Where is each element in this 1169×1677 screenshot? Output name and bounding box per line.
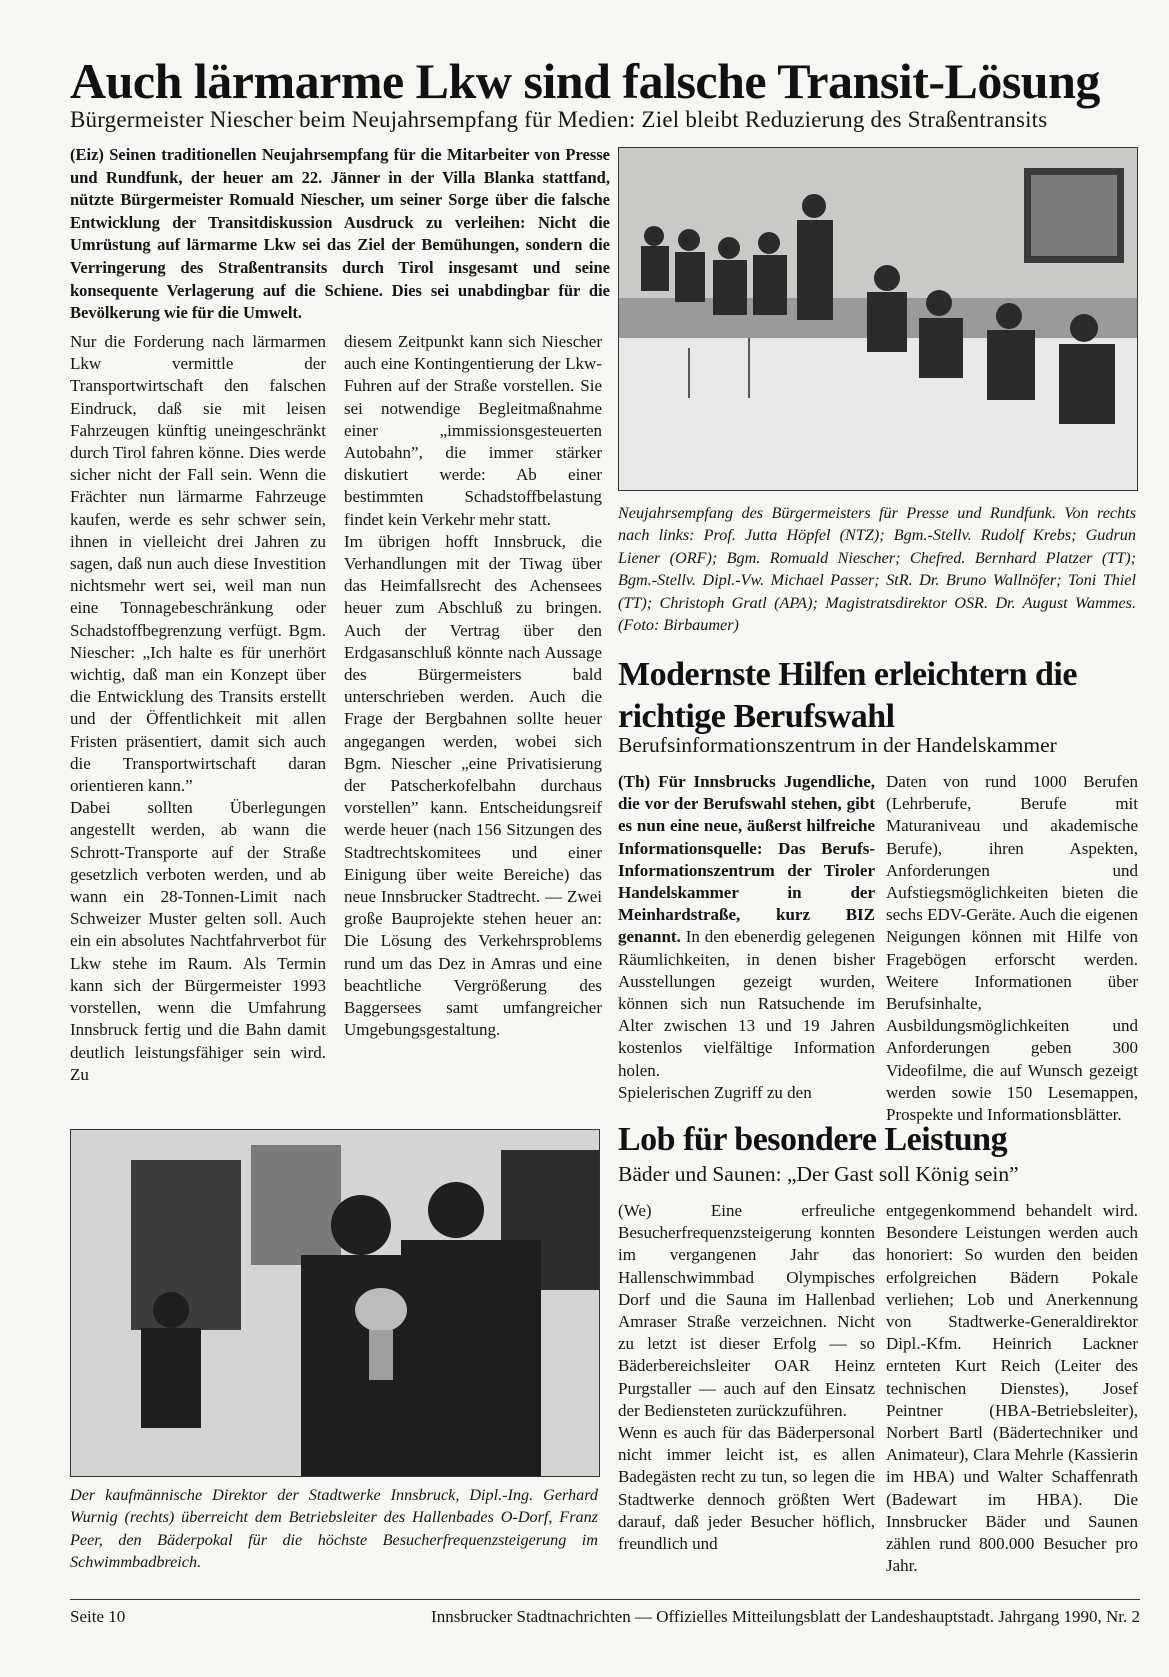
paragraph: Wenn es auch für das Bäderpersonal nicht immer leicht ist, es allen Badegästen recht zu tun, so legen die Stadtwerke dennoch größten Wert darauf, daß jeder Besucher höflich, freundlich und <box>618 1423 875 1554</box>
paragraph: Daten von rund 1000 Berufen (Lehrberufe, Berufe mit Maturaniveau und akademische Berufe), ihren Aspekten, Anforderungen und Aufstiegsmöglichkeiten bieten die sechs EDV-Geräte. Auch die eigenen Neigungen können mit Hilfe von Fragebögen erforscht werden. Weitere Informationen über Berufsinhalte, Ausbildungsmöglichkeiten und Anforderungen geben 300 Videofilme, die auf Wunsch gezeigt werden sowie 150 Lesemappen, Prospekte und Informationsblätter. <box>886 772 1138 1125</box>
article-column-3 <box>618 771 875 1104</box>
paragraph: Spielerischen Zugriff zu den <box>618 1082 812 1102</box>
photo-caption: Der kaufmännische Direktor der Stadtwerke Innsbruck, Dipl.-Ing. Gerhard Wurnig (rechts) überreicht dem Betriebsleiter des Hallenbades O-Dorf, Franz Peer, den Bäderpokal für die höchste Besucherfrequenzsteigerung im Schwimmbadbreich. <box>70 1486 598 1572</box>
article-lead: (Th) Für Innsbrucks Jugendliche, die vor der Berufswahl stehen, gibt es nun eine neue, äußerst hilfreiche Informationsquelle: Das Berufs-Informationszentrum der Tiroler Handelskammer in der Meinhardstraße, kurz BIZ genannt. <box>618 772 875 947</box>
footer-masthead: Innsbrucker Stadtnachrichten — Offizielles Mitteilungsblatt der Landeshauptstadt. Jahrgang 1990, Nr. 2 <box>431 1607 1140 1626</box>
article-column-2 <box>344 331 602 1042</box>
article-column-5 <box>618 1200 875 1555</box>
award-photo <box>70 1129 600 1477</box>
reception-photo-image <box>619 148 1137 490</box>
paragraph: Dabei sollten Überlegungen angestellt werden, ab wann die Schrott-Transporte auf der Straße gesetzlich verboten werden, und ab wann ein 28-Tonnen-Limit nach Schweizer Muster gelten soll. Auch ein ein absolutes Nachtfahrverbot für Lkw stehe im Raum. Als Termin kann sich der Bürgermeister 1993 vorstellen, wenn die Umfahrung Innsbruck fertig und die Bahn damit deutlich leistungsfähiger sein wird. Zu <box>70 798 326 1084</box>
paragraph: Im übrigen hofft Innsbruck, die Verhandlungen mit der Tiwag über das Heimfallsrecht des Achensees heuer zum Abschluß zu bringen. Auch der Vertrag über den Erdgasanschluß könnte nach Aussage des Bürgermeisters bald unterschrieben werden. Auch die Frage der Bergbahnen sollte heuer angegangen werden, wobei sich Bgm. Niescher „eine Privatisierung der Patscherkofelbahn durchaus vorstellen” kann. Entscheidungsreif werde heuer (nach 156 Sitzungen des Stadtrechtskomitees und einer Einigung über weite Bereiche) das neue Innsbrucker Stadtrecht. — Zwei große Bauprojekte stehen heuer an: Die Lösung des Verkehrsproblems rund um das Dez in Amras und eine beachtliche Vergrößerung des Baggersees samt umfangreicher Umgebungsgestaltung. <box>344 531 602 1040</box>
article-subtitle: Bürgermeister Niescher beim Neujahrsempfang für Medien: Ziel bleibt Reduzierung des Straßentransits <box>70 107 1048 132</box>
award-photo-image <box>71 1130 599 1476</box>
paragraph: entgegenkommend behandelt wird. Besondere Leistungen werden auch honoriert: So wurden den beiden erfolgreichen Bädern Pokale verliehen; Lob und Anerkennung von Stadtwerke-Generaldirektor Dipl.-Kfm. Heinrich Lackner ernteten Kurt Reich (Leiter des technischen Dienstes), Josef Peintner (HBA-Betriebsleiter), Norbert Bartl (Bädertechniker und Animateur), Clara Mehrle (Kassierin im HBA) und Walter Schaffenrath (Badewart im HBA). Die Innsbrucker Bäder und Saunen zählen rund 800.000 Besucher pro Jahr. <box>886 1201 1138 1576</box>
article-lead: (Eiz) Seinen traditionellen Neujahrsempfang für die Mitarbeiter von Presse und Rundfunk, der heuer am 22. Jänner in der Villa Blanka stattfand, nützte Bürgermeister Romuald Niescher, um seiner Sorge über die falsche Entwicklung der Transitdiskussion Ausdruck zu verleihen: Nicht die Umrüstung auf lärmarme Lkw sei das Ziel der Bemühungen, sondern die Verringerung des Straßentransits durch Tirol insgesamt und seine konsequente Verlagerung auf die Schiene. Dies sei unabdingbar für die Bevölkerung wie für die Umwelt. <box>70 145 610 323</box>
paragraph: Nur die Forderung nach lärmarmen Lkw vermittle der Transportwirtschaft den falschen Eindruck, daß sie mit leisen Fahrzeugen künftig uneingeschränkt durch Tirol fahren könne. Dies werde sicher nicht der Fall sein. Wenn die Frächter nun lärmarme Fahrzeuge kaufen, werde es sehr schwer sein, ihnen in vielleicht drei Jahren zu sagen, daß nun auch diese Investition nichtsmehr wert sei, weil man nun eine Tonnagebeschränkung oder Schadstoffbegrenzung verfügt. Bgm. Niescher: „Ich halte es für unerhört wichtig, daß man ein Konzept über die Entwicklung des Transits erstellt und der Öffentlichkeit mit allen Fristen präsentiert, damit sich auch die Transportwirtschaft daran orientieren kann.” <box>70 332 326 796</box>
footer-divider <box>70 1599 1140 1600</box>
article-headline: Modernste Hilfen erleichtern die richtige Berufswahl <box>618 656 1077 735</box>
paragraph: diesem Zeitpunkt kann sich Niescher auch eine Kontingentierung der Lkw-Fuhren auf der Straße vorstellen. Sie sei notwendige Begleitmaßnahme einer „immissionsgesteuerten Autobahn”, die immer stärker diskutiert werde: Ab einer bestimmten Schadstoffbelastung findet kein Verkehr mehr statt. <box>344 332 602 529</box>
article-column-6 <box>886 1200 1138 1577</box>
photo-caption: Neujahrsempfang des Bürgermeisters für Presse und Rundfunk. Von rechts nach links: Prof. Jutta Höpfel (NTZ); Bgm.-Stellv. Rudolf Krebs; Gudrun Liener (ORF); Bgm. Romuald Niescher; Chefred. Bernhard Platzer (TT); Bgm.-Stellv. Dipl.-Vw. Michael Passer; StR. Dr. Bruno Wallnöfer; Toni Thiel (TT); Christoph Gratl (APA); Magistratsdirektor OSR. Dr. August Wammes. (Foto: Birbaumer) <box>618 504 1136 635</box>
article-subtitle: Bäder und Saunen: „Der Gast soll König sein” <box>618 1162 1019 1186</box>
article-column-4 <box>886 771 1138 1126</box>
article-headline: Auch lärmarme Lkw sind falsche Transit-Lösung <box>70 53 1100 109</box>
article-headline: Lob für besondere Leistung <box>618 1121 1008 1158</box>
reception-photo <box>618 147 1138 491</box>
paragraph <box>618 771 875 1082</box>
paragraph-text: In den ebenerdig gelegenen Räumlichkeiten, in denen bisher Ausstellungen gezeigt wurden, können sich nun Ratsuchende im Alter zwischen 13 und 19 Jahren kostenlos vielfältige Information holen. <box>618 927 875 1080</box>
article-column-1 <box>70 331 326 1086</box>
page-number: Seite 10 <box>70 1607 126 1626</box>
paragraph: (We) Eine erfreuliche Besucherfrequenzsteigerung konnten im vergangenen Jahr das Hallenschwimmbad Olympisches Dorf und die Sauna im Hallenbad Amraser Straße verzeichnen. Nicht zu letzt ist dieser Erfolg — so Bäderbereichsleiter OAR Heinz Purgstaller — auch auf den Einsatz der Bediensteten zurückzuführen. <box>618 1201 875 1420</box>
article-subtitle: Berufsinformationszentrum in der Handelskammer <box>618 733 1057 757</box>
